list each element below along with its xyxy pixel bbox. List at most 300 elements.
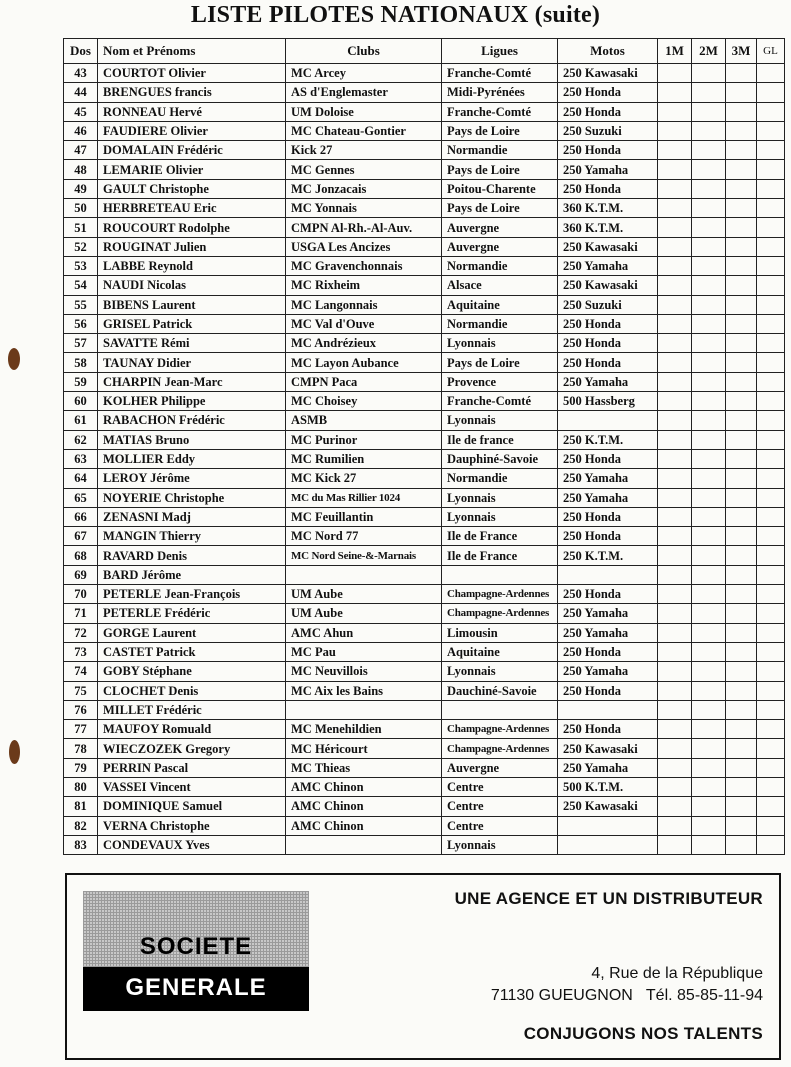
cell-gl <box>757 449 785 468</box>
table-row <box>64 507 785 526</box>
table-row <box>64 121 785 140</box>
cell-league: Auvergne <box>442 218 558 237</box>
header-3m: 3M <box>726 39 757 64</box>
cell-moto: 250 Honda <box>558 334 658 353</box>
cell-league: Alsace <box>442 276 558 295</box>
cell-1m <box>658 256 692 275</box>
cell-club: MC Nord 77 <box>286 527 442 546</box>
paper-stain <box>8 348 20 370</box>
cell-club: MC Yonnais <box>286 199 442 218</box>
cell-club: MC Menehildien <box>286 720 442 739</box>
cell-2m <box>692 797 726 816</box>
cell-club: MC Purinor <box>286 430 442 449</box>
table-row <box>64 449 785 468</box>
cell-gl <box>757 527 785 546</box>
header-2m: 2M <box>692 39 726 64</box>
cell-moto <box>558 816 658 835</box>
cell-1m <box>658 83 692 102</box>
table-row <box>64 642 785 661</box>
cell-league: Ile de france <box>442 430 558 449</box>
cell-1m <box>658 488 692 507</box>
cell-3m <box>726 546 757 565</box>
cell-1m <box>658 199 692 218</box>
cell-league: Franche-Comté <box>442 64 558 83</box>
cell-league: Pays de Loire <box>442 353 558 372</box>
cell-league: Lyonnais <box>442 662 558 681</box>
cell-3m <box>726 585 757 604</box>
cell-1m <box>658 411 692 430</box>
cell-moto: 250 Yamaha <box>558 604 658 623</box>
table-row <box>64 527 785 546</box>
cell-dos: 44 <box>64 83 98 102</box>
cell-name: GRISEL Patrick <box>98 314 286 333</box>
cell-3m <box>726 700 757 719</box>
cell-name: PERRIN Pascal <box>98 758 286 777</box>
cell-dos: 59 <box>64 372 98 391</box>
cell-dos: 64 <box>64 469 98 488</box>
cell-moto <box>558 565 658 584</box>
cell-dos: 82 <box>64 816 98 835</box>
table-row <box>64 777 785 796</box>
cell-name: LABBE Reynold <box>98 256 286 275</box>
cell-club: MC Kick 27 <box>286 469 442 488</box>
cell-dos: 73 <box>64 642 98 661</box>
cell-name: NOYERIE Christophe <box>98 488 286 507</box>
cell-dos: 81 <box>64 797 98 816</box>
cell-league: Champagne-Ardennes <box>442 739 558 758</box>
cell-club: CMPN Paca <box>286 372 442 391</box>
cell-name: CONDEVAUX Yves <box>98 835 286 854</box>
bank-logo <box>83 891 309 1002</box>
cell-moto: 250 Kawasaki <box>558 276 658 295</box>
cell-club: MC Arcey <box>286 64 442 83</box>
cell-3m <box>726 565 757 584</box>
cell-name: MOLLIER Eddy <box>98 449 286 468</box>
advertisement <box>65 873 781 1060</box>
table-row <box>64 295 785 314</box>
cell-3m <box>726 372 757 391</box>
cell-gl <box>757 64 785 83</box>
cell-1m <box>658 623 692 642</box>
cell-1m <box>658 642 692 661</box>
cell-dos: 45 <box>64 102 98 121</box>
cell-3m <box>726 739 757 758</box>
cell-league: Ile de France <box>442 527 558 546</box>
cell-league: Centre <box>442 777 558 796</box>
cell-1m <box>658 314 692 333</box>
cell-moto: 250 Honda <box>558 681 658 700</box>
cell-2m <box>692 816 726 835</box>
header-name: Nom et Prénoms <box>98 39 286 64</box>
cell-club: USGA Les Ancizes <box>286 237 442 256</box>
cell-gl <box>757 392 785 411</box>
header-club: Clubs <box>286 39 442 64</box>
cell-moto: 250 Yamaha <box>558 758 658 777</box>
cell-gl <box>757 141 785 160</box>
cell-dos: 61 <box>64 411 98 430</box>
cell-club: AMC Ahun <box>286 623 442 642</box>
table-row <box>64 739 785 758</box>
logo-top-panel <box>83 891 309 967</box>
cell-gl <box>757 758 785 777</box>
cell-2m <box>692 700 726 719</box>
cell-gl <box>757 816 785 835</box>
cell-2m <box>692 623 726 642</box>
cell-name: BRENGUES francis <box>98 83 286 102</box>
cell-club: MC Layon Aubance <box>286 353 442 372</box>
cell-name: LEMARIE Olivier <box>98 160 286 179</box>
cell-2m <box>692 295 726 314</box>
cell-dos: 50 <box>64 199 98 218</box>
cell-3m <box>726 295 757 314</box>
cell-dos: 70 <box>64 585 98 604</box>
cell-dos: 53 <box>64 256 98 275</box>
cell-2m <box>692 527 726 546</box>
cell-club: MC Aix les Bains <box>286 681 442 700</box>
table-row <box>64 835 785 854</box>
cell-3m <box>726 720 757 739</box>
cell-moto <box>558 835 658 854</box>
cell-gl <box>757 642 785 661</box>
cell-dos: 66 <box>64 507 98 526</box>
cell-moto: 500 K.T.M. <box>558 777 658 796</box>
cell-1m <box>658 353 692 372</box>
cell-moto: 250 Kawasaki <box>558 64 658 83</box>
cell-name: MAUFOY Romuald <box>98 720 286 739</box>
cell-3m <box>726 392 757 411</box>
cell-2m <box>692 64 726 83</box>
cell-1m <box>658 565 692 584</box>
cell-2m <box>692 411 726 430</box>
cell-dos: 55 <box>64 295 98 314</box>
cell-club: CMPN Al-Rh.-Al-Auv. <box>286 218 442 237</box>
cell-1m <box>658 179 692 198</box>
cell-name: RONNEAU Hervé <box>98 102 286 121</box>
cell-name: GAULT Christophe <box>98 179 286 198</box>
cell-moto: 250 Honda <box>558 353 658 372</box>
cell-dos: 67 <box>64 527 98 546</box>
cell-3m <box>726 353 757 372</box>
cell-club: MC Thieas <box>286 758 442 777</box>
cell-league <box>442 700 558 719</box>
cell-dos: 79 <box>64 758 98 777</box>
cell-gl <box>757 83 785 102</box>
cell-dos: 69 <box>64 565 98 584</box>
header-league: Ligues <box>442 39 558 64</box>
cell-3m <box>726 64 757 83</box>
cell-league: Aquitaine <box>442 642 558 661</box>
cell-name: ZENASNI Madj <box>98 507 286 526</box>
cell-2m <box>692 507 726 526</box>
cell-moto: 250 K.T.M. <box>558 546 658 565</box>
cell-name: TAUNAY Didier <box>98 353 286 372</box>
cell-league: Pays de Loire <box>442 160 558 179</box>
cell-club: MC Nord Seine-&-Marnais <box>286 546 442 565</box>
cell-league: Lyonnais <box>442 488 558 507</box>
cell-2m <box>692 739 726 758</box>
cell-name: ROUCOURT Rodolphe <box>98 218 286 237</box>
cell-1m <box>658 700 692 719</box>
cell-moto: 250 Honda <box>558 449 658 468</box>
ad-address-city-phone: 71130 GUEUGNON Tél. 85-85-11-94 <box>490 987 763 1004</box>
table-row <box>64 623 785 642</box>
cell-league: Franche-Comté <box>442 102 558 121</box>
cell-name: KOLHER Philippe <box>98 392 286 411</box>
cell-club: AMC Chinon <box>286 816 442 835</box>
cell-gl <box>757 720 785 739</box>
cell-moto: 250 Honda <box>558 314 658 333</box>
cell-3m <box>726 179 757 198</box>
table-row <box>64 64 785 83</box>
cell-moto: 250 Yamaha <box>558 372 658 391</box>
cell-gl <box>757 681 785 700</box>
cell-3m <box>726 411 757 430</box>
cell-moto: 250 Honda <box>558 642 658 661</box>
cell-gl <box>757 739 785 758</box>
table-row <box>64 276 785 295</box>
cell-1m <box>658 720 692 739</box>
cell-club: MC du Mas Rillier 1024 <box>286 488 442 507</box>
cell-1m <box>658 604 692 623</box>
cell-2m <box>692 121 726 140</box>
cell-3m <box>726 777 757 796</box>
table-row <box>64 430 785 449</box>
cell-3m <box>726 218 757 237</box>
cell-name: LEROY Jérôme <box>98 469 286 488</box>
cell-1m <box>658 835 692 854</box>
cell-1m <box>658 758 692 777</box>
cell-moto: 250 Suzuki <box>558 121 658 140</box>
cell-3m <box>726 681 757 700</box>
cell-dos: 77 <box>64 720 98 739</box>
cell-dos: 46 <box>64 121 98 140</box>
cell-dos: 47 <box>64 141 98 160</box>
cell-moto <box>558 700 658 719</box>
cell-name: RABACHON Frédéric <box>98 411 286 430</box>
table-row <box>64 816 785 835</box>
cell-club: MC Gennes <box>286 160 442 179</box>
cell-2m <box>692 218 726 237</box>
cell-club: AS d'Englemaster <box>286 83 442 102</box>
cell-dos: 57 <box>64 334 98 353</box>
cell-gl <box>757 565 785 584</box>
table-row <box>64 141 785 160</box>
cell-club: MC Rumilien <box>286 449 442 468</box>
cell-dos: 51 <box>64 218 98 237</box>
cell-3m <box>726 199 757 218</box>
cell-club: UM Aube <box>286 604 442 623</box>
cell-name: WIECZOZEK Gregory <box>98 739 286 758</box>
cell-dos: 52 <box>64 237 98 256</box>
cell-3m <box>726 102 757 121</box>
cell-3m <box>726 469 757 488</box>
cell-1m <box>658 507 692 526</box>
pilots-table <box>63 38 785 855</box>
cell-moto: 360 K.T.M. <box>558 218 658 237</box>
cell-2m <box>692 141 726 160</box>
cell-club: MC Feuillantin <box>286 507 442 526</box>
header-dos: Dos <box>64 39 98 64</box>
cell-2m <box>692 199 726 218</box>
cell-league: Normandie <box>442 141 558 160</box>
cell-1m <box>658 449 692 468</box>
cell-3m <box>726 121 757 140</box>
cell-moto: 250 Suzuki <box>558 295 658 314</box>
cell-club: UM Doloise <box>286 102 442 121</box>
cell-3m <box>726 507 757 526</box>
cell-league: Limousin <box>442 623 558 642</box>
cell-3m <box>726 334 757 353</box>
cell-league: Pays de Loire <box>442 121 558 140</box>
cell-3m <box>726 642 757 661</box>
cell-1m <box>658 372 692 391</box>
cell-1m <box>658 218 692 237</box>
cell-name: VERNA Christophe <box>98 816 286 835</box>
cell-2m <box>692 835 726 854</box>
cell-dos: 58 <box>64 353 98 372</box>
cell-name: CASTET Patrick <box>98 642 286 661</box>
cell-2m <box>692 334 726 353</box>
cell-name: VASSEI Vincent <box>98 777 286 796</box>
cell-club: Kick 27 <box>286 141 442 160</box>
cell-league: Centre <box>442 797 558 816</box>
cell-moto: 250 Honda <box>558 507 658 526</box>
cell-gl <box>757 797 785 816</box>
cell-1m <box>658 430 692 449</box>
cell-2m <box>692 314 726 333</box>
cell-gl <box>757 623 785 642</box>
cell-league: Lyonnais <box>442 835 558 854</box>
cell-moto: 250 Honda <box>558 83 658 102</box>
cell-gl <box>757 199 785 218</box>
cell-league: Champagne-Ardennes <box>442 604 558 623</box>
cell-name: RAVARD Denis <box>98 546 286 565</box>
cell-3m <box>726 835 757 854</box>
cell-gl <box>757 314 785 333</box>
cell-name: COURTOT Olivier <box>98 64 286 83</box>
cell-gl <box>757 121 785 140</box>
cell-dos: 72 <box>64 623 98 642</box>
cell-1m <box>658 102 692 121</box>
cell-name: CHARPIN Jean-Marc <box>98 372 286 391</box>
table-header-row <box>64 39 785 64</box>
cell-moto: 250 Yamaha <box>558 623 658 642</box>
cell-2m <box>692 276 726 295</box>
cell-2m <box>692 372 726 391</box>
cell-name: CLOCHET Denis <box>98 681 286 700</box>
table-row <box>64 179 785 198</box>
cell-gl <box>757 777 785 796</box>
cell-club: MC Rixheim <box>286 276 442 295</box>
cell-league: Champagne-Ardennes <box>442 585 558 604</box>
cell-2m <box>692 237 726 256</box>
table-row <box>64 218 785 237</box>
cell-1m <box>658 662 692 681</box>
cell-2m <box>692 392 726 411</box>
cell-name: ROUGINAT Julien <box>98 237 286 256</box>
table-row <box>64 797 785 816</box>
cell-2m <box>692 720 726 739</box>
cell-moto: 250 Honda <box>558 527 658 546</box>
table-row <box>64 488 785 507</box>
cell-dos: 65 <box>64 488 98 507</box>
cell-gl <box>757 835 785 854</box>
cell-3m <box>726 488 757 507</box>
cell-league: Aquitaine <box>442 295 558 314</box>
cell-club <box>286 700 442 719</box>
cell-league: Lyonnais <box>442 507 558 526</box>
cell-league: Midi-Pyrénées <box>442 83 558 102</box>
cell-league: Provence <box>442 372 558 391</box>
cell-3m <box>726 604 757 623</box>
table-row <box>64 681 785 700</box>
cell-league: Auvergne <box>442 758 558 777</box>
cell-1m <box>658 141 692 160</box>
cell-3m <box>726 816 757 835</box>
cell-1m <box>658 527 692 546</box>
cell-name: HERBRETEAU Eric <box>98 199 286 218</box>
cell-name: PETERLE Frédéric <box>98 604 286 623</box>
cell-3m <box>726 797 757 816</box>
cell-1m <box>658 237 692 256</box>
cell-gl <box>757 295 785 314</box>
cell-gl <box>757 469 785 488</box>
cell-2m <box>692 681 726 700</box>
cell-club <box>286 565 442 584</box>
cell-dos: 74 <box>64 662 98 681</box>
table-row <box>64 353 785 372</box>
cell-name: DOMALAIN Frédéric <box>98 141 286 160</box>
cell-2m <box>692 642 726 661</box>
table-row <box>64 314 785 333</box>
table-row <box>64 546 785 565</box>
cell-moto: 250 Kawasaki <box>558 237 658 256</box>
cell-gl <box>757 102 785 121</box>
cell-2m <box>692 179 726 198</box>
table-row <box>64 83 785 102</box>
cell-club: MC Choisey <box>286 392 442 411</box>
cell-1m <box>658 334 692 353</box>
cell-gl <box>757 179 785 198</box>
cell-moto: 250 Yamaha <box>558 469 658 488</box>
cell-gl <box>757 546 785 565</box>
cell-league: Lyonnais <box>442 334 558 353</box>
logo-bottom-text: GENERALE <box>83 967 309 1011</box>
cell-name: MILLET Frédéric <box>98 700 286 719</box>
cell-dos: 60 <box>64 392 98 411</box>
cell-name: BARD Jérôme <box>98 565 286 584</box>
cell-3m <box>726 141 757 160</box>
cell-gl <box>757 276 785 295</box>
cell-1m <box>658 546 692 565</box>
table-row <box>64 411 785 430</box>
cell-dos: 80 <box>64 777 98 796</box>
cell-moto: 500 Hassberg <box>558 392 658 411</box>
cell-1m <box>658 469 692 488</box>
ad-slogan: CONJUGONS NOS TALENTS <box>523 1024 763 1043</box>
pilot-rows <box>64 64 785 855</box>
cell-dos: 78 <box>64 739 98 758</box>
cell-dos: 43 <box>64 64 98 83</box>
cell-gl <box>757 585 785 604</box>
cell-2m <box>692 353 726 372</box>
cell-2m <box>692 604 726 623</box>
cell-2m <box>692 469 726 488</box>
cell-1m <box>658 739 692 758</box>
cell-1m <box>658 816 692 835</box>
cell-dos: 62 <box>64 430 98 449</box>
cell-2m <box>692 256 726 275</box>
